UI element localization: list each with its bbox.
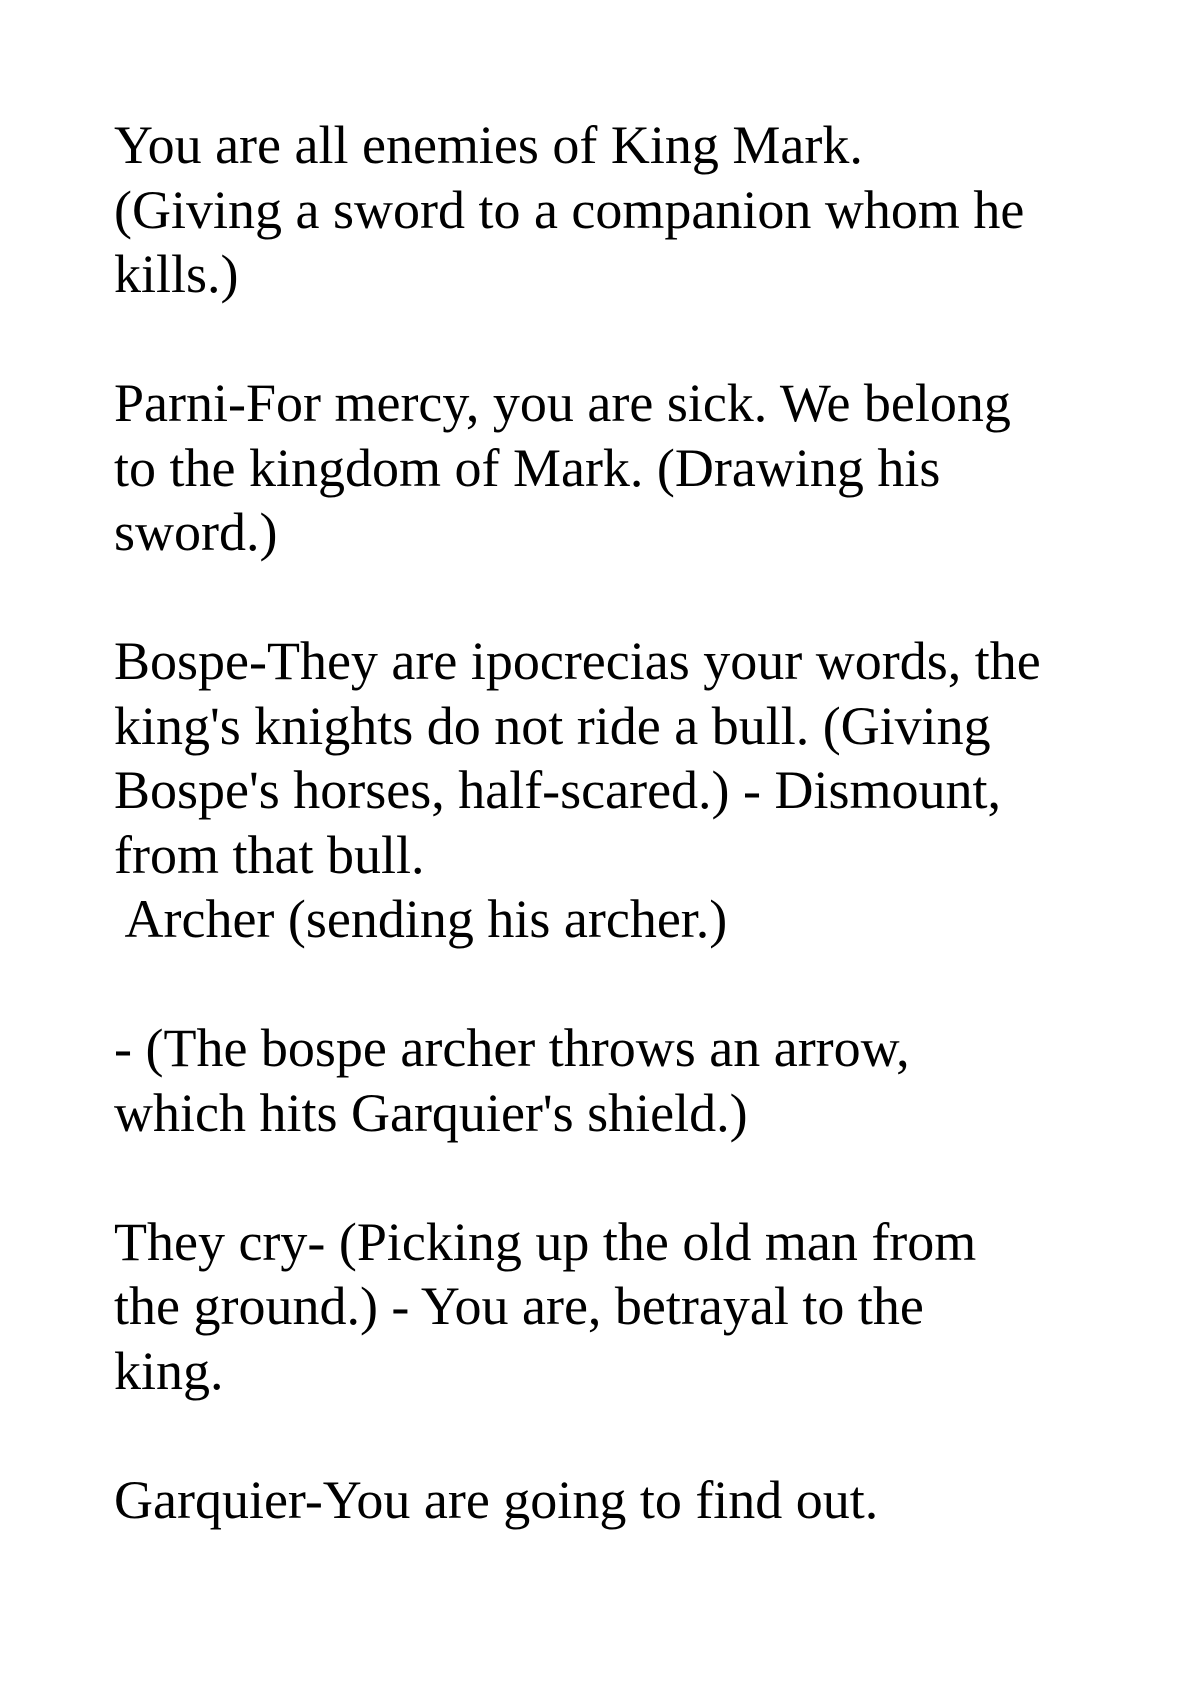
text-line: the ground.) - You are, betrayal to the bbox=[114, 1276, 924, 1336]
text-line: Bospe's horses, half-scared.) - Dismount, bbox=[114, 760, 1002, 820]
text-line: Archer (sending his archer.) bbox=[114, 889, 728, 949]
paragraph-spacer bbox=[114, 1403, 1114, 1468]
paragraph bbox=[114, 1016, 1114, 1145]
text-line: Bospe-They are ipocrecias your words, the bbox=[114, 631, 1041, 691]
text-line: (Giving a sword to a companion whom he bbox=[114, 179, 1025, 240]
paragraph bbox=[114, 371, 1114, 565]
paragraph-spacer bbox=[114, 307, 1114, 372]
text-line: Parni-For mercy, you are sick. We belong bbox=[114, 373, 1011, 433]
paragraph-spacer bbox=[114, 565, 1114, 630]
text-line: which hits Garquier's shield.) bbox=[114, 1082, 748, 1143]
paragraph-spacer bbox=[114, 1145, 1114, 1210]
text-line: kills.) bbox=[114, 244, 239, 304]
text-line: to the kingdom of Mark. (Drawing his bbox=[114, 437, 941, 498]
paragraph-spacer bbox=[114, 952, 1114, 1017]
document-body bbox=[114, 113, 1114, 1532]
text-line: sword.) bbox=[114, 502, 278, 562]
text-line: Garquier-You are going to find out. bbox=[114, 1469, 879, 1530]
text-line: king's knights do not ride a bull. (Giving bbox=[114, 695, 991, 756]
paragraph bbox=[114, 113, 1114, 307]
text-line: - (The bospe archer throws an arrow, bbox=[114, 1018, 910, 1078]
paragraph bbox=[114, 1210, 1114, 1404]
text-line: king. bbox=[114, 1340, 224, 1401]
text-line: They cry- (Picking up the old man from bbox=[114, 1211, 977, 1272]
paragraph bbox=[114, 1468, 1114, 1533]
text-line: You are all enemies of King Mark. bbox=[114, 115, 863, 175]
paragraph bbox=[114, 629, 1114, 952]
text-line: from that bull. bbox=[114, 824, 425, 885]
